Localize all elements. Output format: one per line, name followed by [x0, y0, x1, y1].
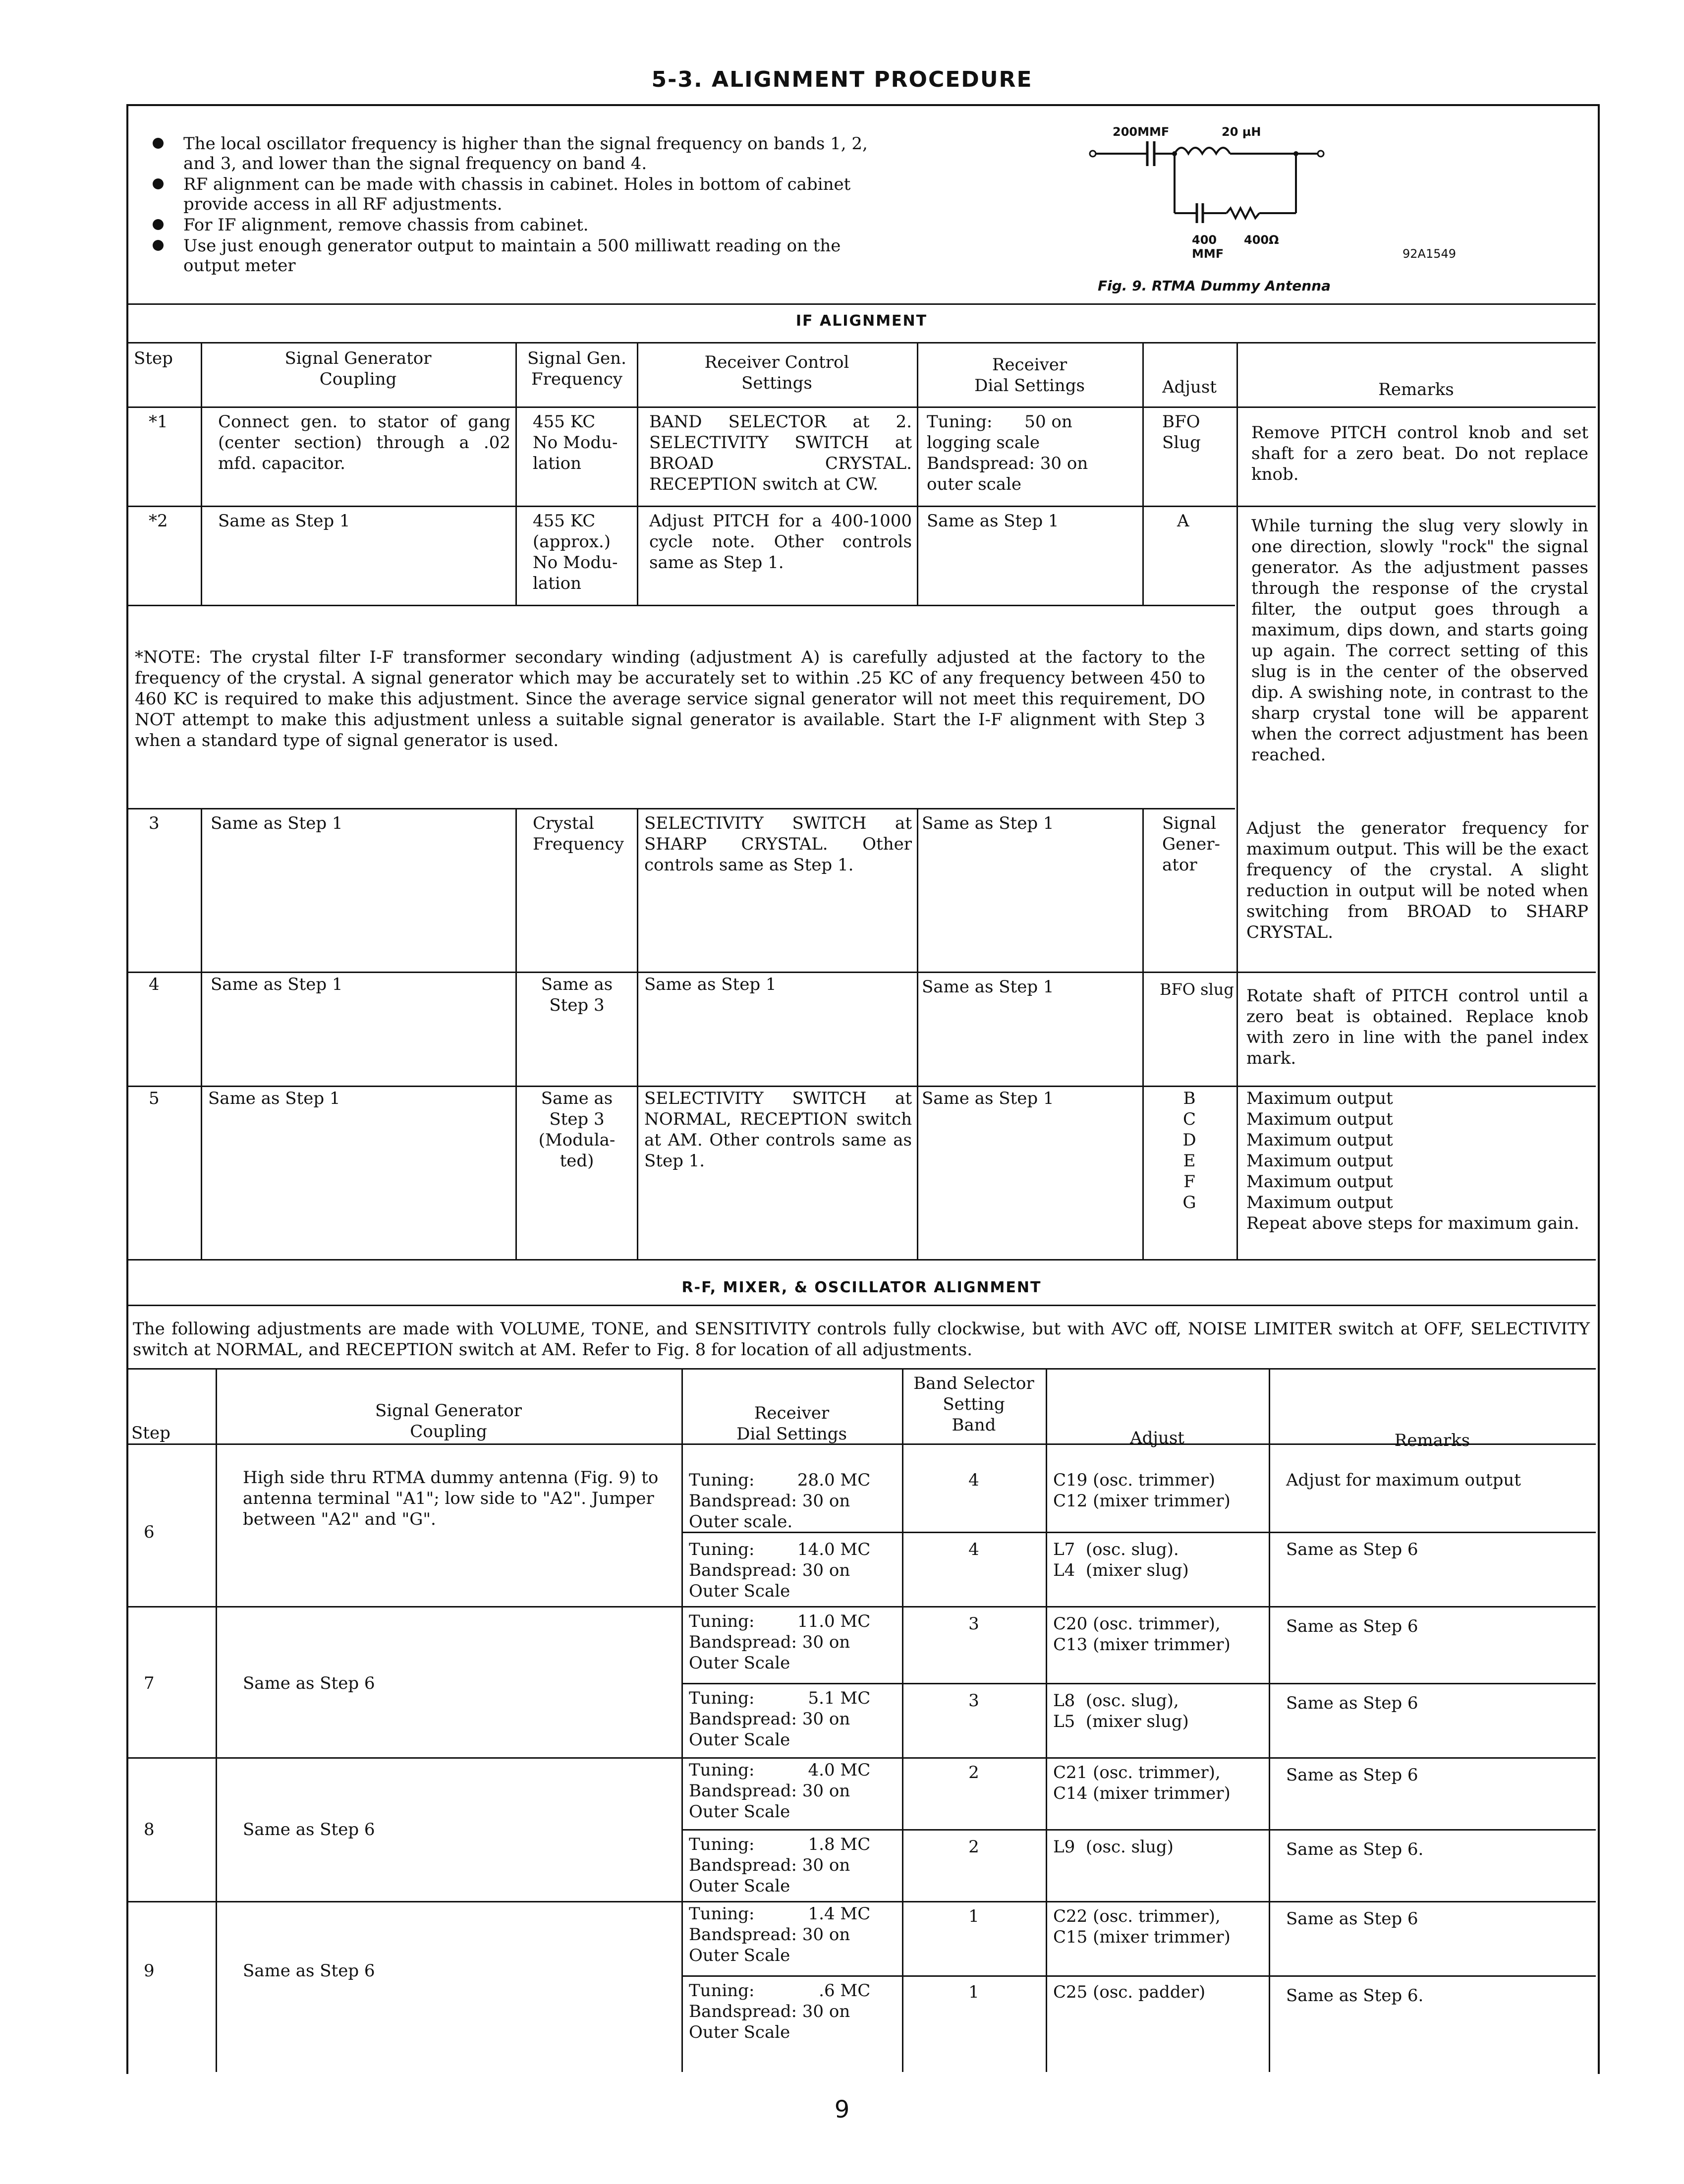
if-remarks: Remove PITCH control knob and set shaft for a zero beat. Do not replace knob.: [1251, 423, 1594, 484]
rf-coupling: Same as Step 6: [243, 1673, 375, 1693]
if-remarks: While turning the slug very slowly in one direction, slowly "rock" the signal generator. As the adjustment passes through the response of the crystal filter, the output goes through a maximum, dips down, and starts going up again. The correct setting of this slug is in the center of the observed dip. A swishing note, in contrast to the sharp crystal tone will be apparent when the correct adjustment has been reached.: [1251, 516, 1594, 765]
rf-band: 2: [968, 1763, 979, 1782]
drawing-number: 92A1549: [1403, 247, 1457, 261]
rf-adjust: C21 (osc. trimmer), C14 (mixer trimmer): [1053, 1763, 1231, 1803]
rf-adjust: C20 (osc. trimmer), C13 (mixer trimmer): [1053, 1614, 1231, 1655]
if-header-step: Step: [134, 348, 173, 368]
if-coupling: Same as Step 1: [218, 511, 350, 531]
if-coupling: Connect gen. to stator of gang (center section) through a .02 mfd. capacitor.: [218, 412, 516, 473]
rf-dial: Tuning: 5.1 MC Bandspread: 30 on Outer Scale: [689, 1688, 871, 1750]
rf-remarks: Same as Step 6.: [1286, 1986, 1424, 2006]
if-step: 5: [149, 1089, 160, 1108]
rf-dial: Tuning: 1.8 MC Bandspread: 30 on Outer Scale: [689, 1835, 871, 1896]
col-rule: [681, 1368, 683, 2072]
rf-dial: Tuning: 14.0 MC Bandspread: 30 on Outer Scale: [689, 1540, 871, 1601]
if-header-coupling: Signal Generator Coupling: [284, 348, 432, 389]
rf-adjust: C19 (osc. trimmer) C12 (mixer trimmer): [1053, 1470, 1231, 1511]
col-rule: [515, 808, 517, 1259]
col-rule: [1236, 342, 1238, 1259]
rf-band: 1: [968, 1906, 979, 1926]
col-rule: [637, 808, 638, 1259]
rf-coupling: Same as Step 6: [243, 1961, 375, 1981]
rf-dial: Tuning: 1.4 MC Bandspread: 30 on Outer Scale: [689, 1904, 871, 1965]
intro-bullet-list: [183, 134, 887, 277]
col-rule: [917, 808, 918, 1259]
divider: [127, 1259, 1596, 1261]
col-rule: [1142, 342, 1144, 605]
rf-remarks: Same as Step 6: [1286, 1693, 1418, 1713]
page-number: 9: [834, 2096, 850, 2124]
if-adjust: Signal Gener- ator: [1162, 813, 1221, 875]
bullet-icon: [153, 240, 164, 251]
col-rule: [1142, 808, 1144, 1259]
if-controls: SELECTIVITY SWITCH at SHARP CRYSTAL. Other controls same as Step 1.: [644, 813, 917, 875]
if-controls: Same as Step 1: [644, 975, 777, 994]
divider: [127, 1368, 1596, 1370]
if-step: 4: [149, 975, 160, 994]
if-adjust: BFO slug: [1160, 980, 1234, 999]
rf-band: 4: [968, 1470, 979, 1490]
rf-section-heading: R-F, MIXER, & OSCILLATOR ALIGNMENT: [681, 1279, 1042, 1296]
divider: [127, 1757, 1596, 1759]
if-controls: Adjust PITCH for a 400-1000 cycle note. Other controls same as Step 1.: [649, 511, 917, 573]
divider: [127, 808, 1235, 809]
divider: [127, 303, 1596, 305]
divider: [681, 1683, 1596, 1684]
divider: [127, 406, 1596, 408]
rf-header-step: Step: [131, 1423, 170, 1443]
bullet-icon: [153, 178, 164, 189]
col-rule: [917, 342, 918, 605]
dummy-antenna-schematic: [1088, 119, 1583, 297]
if-adjust: A: [1177, 511, 1189, 531]
if-frequency: Same as Step 3 (Modula- ted): [538, 1089, 616, 1171]
capacitor2-label: 400: [1192, 233, 1217, 247]
if-adjust: BFO Slug: [1162, 412, 1201, 453]
resistor-label: 400Ω: [1244, 233, 1279, 247]
if-controls: SELECTIVITY SWITCH at NORMAL, RECEPTION switch at AM. Other controls same as Step 1.: [644, 1089, 917, 1171]
rf-coupling: High side thru RTMA dummy antenna (Fig. 9) to antenna terminal "A1"; low side to "A2". Jumper between "A2" and "G".: [243, 1468, 664, 1529]
rf-adjust: L7 (osc. slug). L4 (mixer slug): [1053, 1540, 1189, 1580]
rf-adjust: L9 (osc. slug): [1053, 1837, 1174, 1857]
rf-dial: Tuning: 28.0 MC Bandspread: 30 on Outer scale.: [689, 1470, 871, 1532]
if-step: *1: [149, 412, 168, 432]
divider: [127, 342, 1596, 344]
rf-step: 7: [144, 1673, 155, 1693]
page-title: 5-3. ALIGNMENT PROCEDURE: [651, 67, 1033, 92]
bullet-icon: [153, 219, 164, 230]
rf-coupling: Same as Step 6: [243, 1820, 375, 1839]
if-dial: Same as Step 1: [922, 977, 1054, 997]
rf-step: 9: [144, 1961, 155, 1981]
bullet-icon: [153, 138, 164, 149]
rf-step: 8: [144, 1820, 155, 1839]
if-frequency: 455 KC (approx.) No Modu- lation: [533, 511, 618, 593]
rf-remarks: Same as Step 6: [1286, 1540, 1418, 1559]
divider: [681, 1975, 1596, 1977]
if-adjust: B C D E F G: [1182, 1089, 1196, 1212]
divider: [127, 1086, 1596, 1087]
rf-header-adjust: Adjust: [1130, 1428, 1184, 1448]
if-remarks: Rotate shaft of PITCH control until a zero beat is obtained. Replace knob with zero in line with the panel index mark.: [1246, 986, 1594, 1068]
if-frequency: Same as Step 3: [541, 975, 613, 1015]
rf-adjust: C22 (osc. trimmer), C15 (mixer trimmer): [1053, 1906, 1231, 1947]
if-remarks: Adjust the generator frequency for maximum output. This will be the exact frequency of the crystal. A slight reduction in output will be noted when switching from BROAD to SHARP CRYSTAL.: [1246, 818, 1594, 942]
rf-band: 2: [968, 1837, 979, 1857]
rf-remarks: Same as Step 6: [1286, 1765, 1418, 1785]
rf-band: 1: [968, 1982, 979, 2002]
col-rule: [216, 1368, 217, 2072]
if-step: *2: [149, 511, 168, 531]
if-header-frequency: Signal Gen. Frequency: [527, 348, 626, 389]
if-step: 3: [149, 813, 160, 833]
col-rule: [902, 1368, 903, 2072]
if-frequency: 455 KC No Modu- lation: [533, 412, 618, 473]
rf-remarks: Same as Step 6: [1286, 1909, 1418, 1929]
divider: [127, 605, 1235, 606]
divider: [681, 1829, 1596, 1831]
crystal-filter-note: *NOTE: The crystal filter I-F transformer secondary winding (adjustment A) is carefully adjusted at the factory to the frequency of the crystal. A signal generator which may be accurately set to within .25 KC of any frequency between 450 to 460 KC is required to make this adjustment. Since the average service signal generator will not meet this requirement, DO NOT attempt to make this adjustment unless a suitable signal generator is available. Start the I-F alignment with Step 3 when a standard type of signal generator is used.: [135, 647, 1211, 750]
if-coupling: Same as Step 1: [211, 975, 343, 994]
rf-header-coupling: Signal Generator Coupling: [375, 1401, 522, 1441]
col-rule: [1046, 1368, 1047, 2072]
capacitor2-unit: MMF: [1192, 247, 1224, 261]
if-header-controls: Receiver Control Settings: [704, 352, 849, 393]
if-dial: Tuning: 50 on logging scale Bandspread: 30 on outer scale: [927, 412, 1088, 494]
col-rule: [1269, 1368, 1270, 2072]
figure-caption: Fig. 9. RTMA Dummy Antenna: [1098, 278, 1331, 294]
if-header-adjust: Adjust: [1162, 377, 1217, 397]
capacitor-label: 200MMF: [1113, 125, 1170, 139]
rf-remarks: Same as Step 6: [1286, 1616, 1418, 1636]
if-frequency: Crystal Frequency: [533, 813, 624, 854]
rf-dial: Tuning: 4.0 MC Bandspread: 30 on Outer Scale: [689, 1760, 871, 1822]
col-rule: [515, 342, 517, 605]
if-controls: BAND SELECTOR at 2. SELECTIVITY SWITCH at BROAD CRYSTAL. RECEPTION switch at CW.: [649, 412, 917, 494]
col-rule: [201, 808, 202, 1259]
if-header-dial: Receiver Dial Settings: [974, 355, 1085, 396]
intro-bullet: Use just enough generator output to maintain a 500 milliwatt reading on the output meter: [183, 236, 887, 276]
if-dial: Same as Step 1: [922, 813, 1054, 833]
divider: [127, 1305, 1596, 1306]
rf-dial: Tuning: 11.0 MC Bandspread: 30 on Outer Scale: [689, 1611, 871, 1673]
divider: [127, 1901, 1596, 1902]
inductor-label: 20 µH: [1222, 125, 1261, 139]
if-remarks: Maximum output Maximum output Maximum output Maximum output Maximum output Maximum output Repeat above steps for maximum gain.: [1246, 1089, 1579, 1233]
rf-intro-text: The following adjustments are made with VOLUME, TONE, and SENSITIVITY controls fully clockwise, but with AVC off, NOISE LIMITER switch at OFF, SELECTIVITY switch at NORMAL, and RECEPTION switch at AM. Refer to Fig. 8 for location of all adjustments.: [133, 1319, 1595, 1360]
if-dial: Same as Step 1: [922, 1089, 1054, 1108]
rf-header-remarks: Remarks: [1394, 1431, 1470, 1450]
rf-remarks: Same as Step 6.: [1286, 1839, 1424, 1859]
if-header-remarks: Remarks: [1378, 380, 1454, 400]
divider: [127, 1606, 1596, 1608]
if-dial: Same as Step 1: [927, 511, 1059, 531]
divider: [127, 972, 1596, 973]
rf-band: 3: [968, 1691, 979, 1711]
rf-adjust: L8 (osc. slug), L5 (mixer slug): [1053, 1691, 1189, 1731]
rf-remarks: Adjust for maximum output: [1286, 1470, 1521, 1490]
divider: [127, 506, 1596, 507]
if-coupling: Same as Step 1: [208, 1089, 340, 1108]
if-section-heading: IF ALIGNMENT: [795, 312, 928, 330]
rf-dial: Tuning: .6 MC Bandspread: 30 on Outer Scale: [689, 1981, 871, 2042]
intro-bullet: The local oscillator frequency is higher than the signal frequency on bands 1, 2, and 3, and lower than the signal frequency on band 4.: [183, 134, 887, 173]
intro-bullet: For IF alignment, remove chassis from cabinet.: [183, 215, 887, 235]
rf-header-dial: Receiver Dial Settings: [736, 1403, 847, 1444]
rf-step: 6: [144, 1522, 155, 1542]
rf-header-band: Band Selector Setting Band: [913, 1374, 1034, 1435]
rf-adjust: C25 (osc. padder): [1053, 1982, 1206, 2002]
col-rule: [637, 342, 638, 605]
rf-band: 3: [968, 1614, 979, 1634]
col-rule: [201, 342, 202, 605]
intro-bullet: RF alignment can be made with chassis in cabinet. Holes in bottom of cabinet provide access in all RF adjustments.: [183, 174, 887, 214]
rf-band: 4: [968, 1540, 979, 1559]
if-coupling: Same as Step 1: [211, 813, 343, 833]
